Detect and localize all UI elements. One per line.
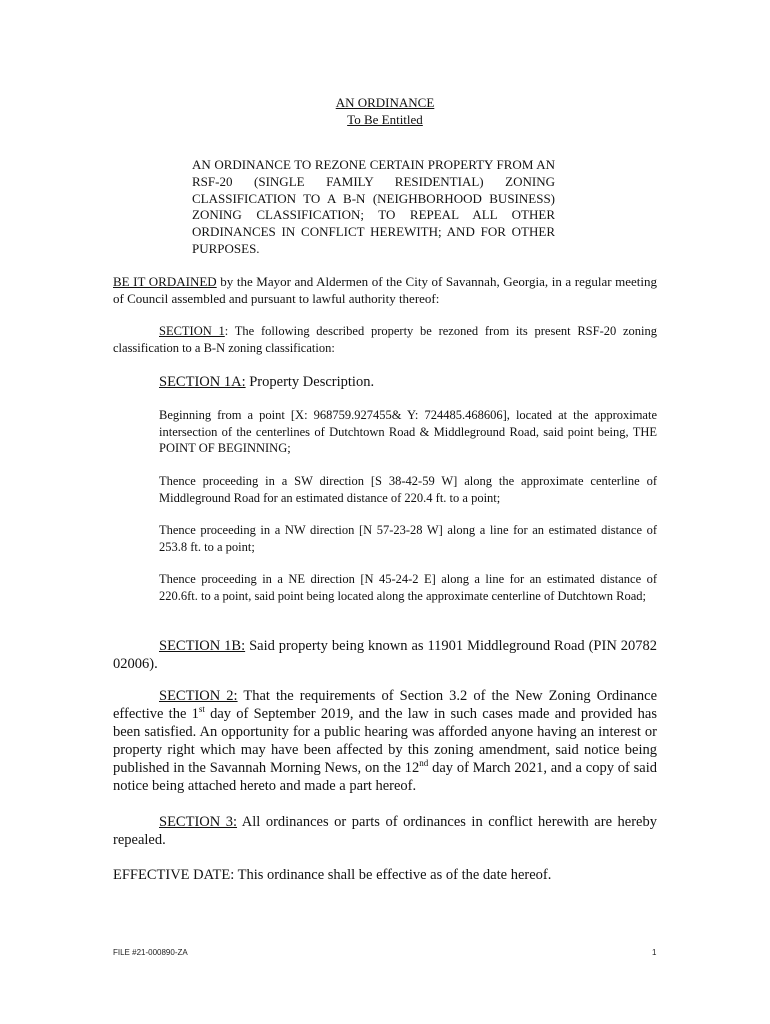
effective-date: EFFECTIVE DATE: This ordinance shall be effective as of the date hereof. [113, 867, 552, 883]
description-nw-course: Thence proceeding in a NW direction [N 57-23-28 W] along a line for an estimated distance of 253.8 ft. to a point; [159, 523, 657, 554]
section-1b-text: Said property being known as 11901 Middleground Road (PIN 20782 02006). [113, 638, 657, 672]
ordained-label: BE IT ORDAINED [113, 274, 217, 289]
ordained-text: by the Mayor and Aldermen of the City of Savannah, Georgia, in a regular meeting of Council assembled and pursuant to lawful authority thereof: [113, 274, 658, 306]
section-1a-paragraph [113, 373, 657, 391]
section-3-text: All ordinances or parts of ordinances in conflict herewith are hereby repealed. [113, 814, 657, 848]
description-point-of-beginning: Beginning from a point [X: 968759.927455& Y: 724485.468606], located at the approximate intersection of the centerlines of Dutchtown Road & Middleground Road, said point being, THE POINT OF BEGINNING; [159, 408, 657, 455]
section-2-label: SECTION 2: [159, 688, 238, 704]
description-ne-course: Thence proceeding in a NE direction [N 45-24-2 E] along a line for an estimated distance of 220.6ft. to a point, said point being located along the approximate centerline of Dutchtown Road; [159, 572, 657, 603]
section-3-paragraph [113, 813, 657, 849]
section-2-paragraph [113, 687, 657, 795]
section-3-label: SECTION 3: [159, 814, 238, 830]
section-2-text-a: That the requirements of Section 3.2 of the New Zoning Ordinance effective the 1 [113, 688, 658, 722]
section-1-paragraph [113, 323, 657, 356]
section-2-text-b: day of September 2019, and the law in such cases made and provided has been satisfied. An opportunity for a public hearing was afforded anyone having an interest or property right which may have been affected by this zoning amendment, said notice being published in the Savannah Morning News, on the 12 [113, 706, 657, 776]
document-heading [0, 94, 770, 128]
ordinance-title: AN ORDINANCE TO REZONE CERTAIN PROPERTY FROM AN RSF-20 (SINGLE FAMILY RESIDENTIAL) ZONING CLASSIFICATION TO A B-N (NEIGHBORHOOD BUSINESS) ZONING CLASSIFICATION; TO REPEAL ALL OTHER ORDINANCES IN CONFLICT HEREWITH; AND FOR OTHER PURPOSES. [192, 157, 555, 256]
description-sw-course: Thence proceeding in a SW direction [S 38-42-59 W] along the approximate centerline of Middleground Road for an estimated distance of 220.4 ft. to a point; [159, 474, 657, 505]
section-1b-label: SECTION 1B: [159, 638, 246, 654]
footer-file-number: FILE #21-000890-ZA [113, 948, 188, 957]
section-1a-text: Property Description. [245, 374, 375, 390]
ordained-paragraph [113, 273, 657, 307]
footer-page-number: 1 [652, 948, 657, 957]
section-2-text-c: day of March 2021, and a copy of said notice being attached hereto and made a part hereof. [113, 760, 657, 794]
section-1b-paragraph [113, 637, 657, 673]
section-1a-label: SECTION 1A: [159, 374, 246, 390]
section-1-label: SECTION 1 [159, 324, 225, 338]
section-1-text: : The following described property be rezoned from its present RSF-20 zoning classification to a B-N zoning classification: [113, 324, 658, 355]
heading-entitled: To Be Entitled [347, 112, 423, 127]
section-2-sup-nd: nd [419, 758, 429, 769]
section-2-sup-st: st [198, 704, 205, 715]
heading-ordinance: AN ORDINANCE [335, 95, 435, 110]
